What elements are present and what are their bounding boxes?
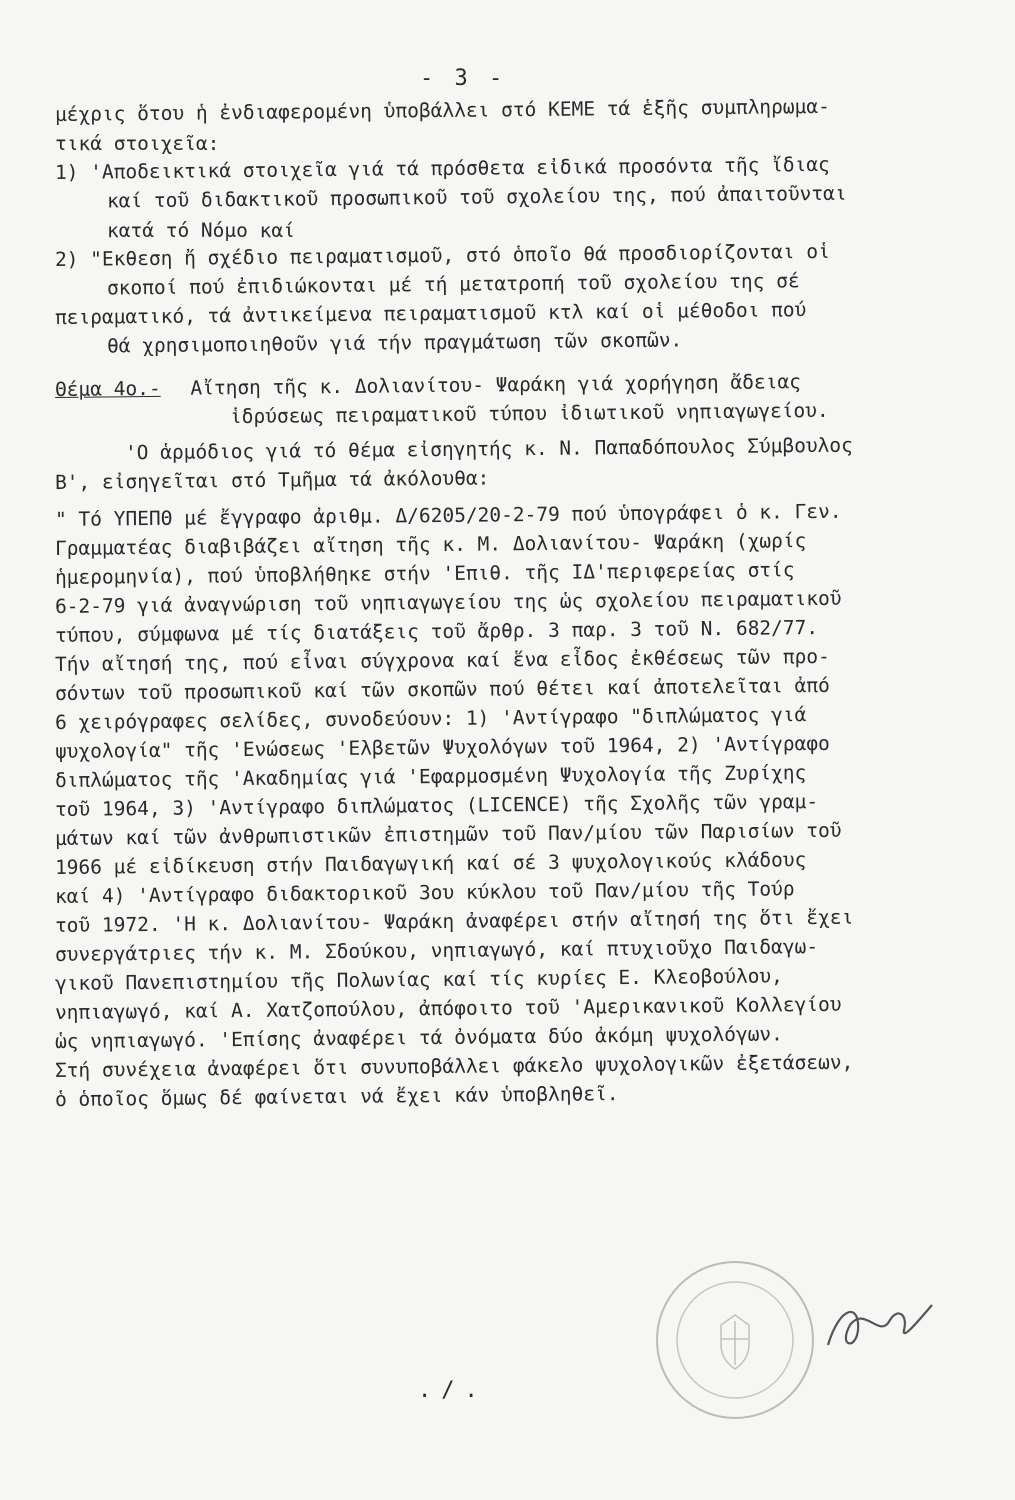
text-line: σκοποί πού ἐπιδιώκονται μέ τή μετατροπή τοῦ σχολείου της σέ bbox=[106, 269, 800, 300]
continuation-mark: ./. bbox=[418, 1378, 488, 1403]
text-line: τοῦ 1972. 'Η κ. Δολιανίτου- Ψαράκη ἀναφέρει στήν αἴτησή της ὅτι ἔχει bbox=[54, 905, 854, 937]
text-line: ὡς νηπιαγωγό. 'Επίσης ἀναφέρει τά ὀνόματα δύο ἀκόμη ψυχολόγων. bbox=[54, 1022, 783, 1053]
text-line: μάτων καί τῶν ἀνθρωπιστικῶν ἐπιστημῶν τοῦ Παν/μίου τῶν Παρισίων τοῦ bbox=[54, 818, 842, 850]
text-line: Στή συνέχεια ἀναφέρει ὅτι συνυποβάλλει φάκελο ψυχολογικῶν ἐξετάσεων, bbox=[54, 1050, 854, 1082]
text-line: νηπιαγωγό, καί Α. Χατζοπούλου, ἀπόφοιτο τοῦ 'Αμερικανικοῦ Κολλεγίου bbox=[54, 992, 842, 1024]
page-number: - 3 - bbox=[420, 66, 507, 91]
text-line: κατά τό Νόμο καί bbox=[107, 219, 295, 242]
text-line: Γραμματέας διαβιβάζει αἴτηση τῆς κ. Μ. Δολιανίτου- Ψαράκη (χωρίς bbox=[54, 529, 807, 560]
text-line: 6 χειρόγραφες σελίδες, συνοδεύουν: 1) 'Αντίγραφο "διπλώματος γιά bbox=[54, 703, 807, 734]
text-line: 6-2-79 γιά ἀναγνώριση τοῦ νηπιαγωγείου της ὡς σχολείου πειραματικοῦ bbox=[54, 586, 842, 618]
text-line: σόντων τοῦ προσωπικοῦ καί τῶν σκοπῶν πού θέτει καί ἀποτελεῖται ἀπό bbox=[54, 673, 830, 705]
document-body bbox=[54, 94, 985, 1114]
text-line: Τήν αἴτησή της, πού εἶναι σύγχρονα καί ἕνα εἶδος ἐκθέσεως τῶν προ- bbox=[54, 644, 830, 676]
text-line: διπλώματος τῆς 'Ακαδημίας γιά 'Εφαρμοσμένη Ψυχολογία τῆς Ζυρίχης bbox=[54, 761, 807, 792]
handwritten-signature bbox=[820, 1285, 940, 1365]
text-line: συνεργάτριες τήν κ. Μ. Σδούκου, νηπιαγωγό, καί πτυχιοῦχο Παιδαγω- bbox=[54, 935, 819, 966]
text-line: θά χρησιμοποιηθοῦν γιά τήν πραγμάτωση τῶν σκοπῶν. bbox=[106, 328, 683, 358]
text-line: 'Ο ἁρμόδιος γιά τό θέμα εἰσηγητής κ. Ν. Παπαδόπουλος Σύμβουλος bbox=[124, 433, 853, 465]
text-line: πειραματικό, τά ἀντικείμενα πειραματισμοῦ κτλ καί οἱ μέθοδοι πού bbox=[54, 298, 807, 329]
text-line: ὁ ὁποῖος ὅμως δέ φαίνεται νά ἔχει κάν ὑποβληθεῖ. bbox=[54, 1082, 619, 1111]
text-line: ἡμερομηνία), πού ὑποβλήθηκε στήν 'Επιθ. τῆς ΙΔ'περιφερείας στίς bbox=[54, 558, 795, 589]
text-line: 2) "Εκθεση ἤ σχέδιο πειραματισμοῦ, στό ὁποῖο θά προσδιορίζονται οἱ bbox=[54, 239, 830, 271]
text-line: καί τοῦ διδακτικοῦ προσωπικοῦ τοῦ σχολείου της, πού ἀπαιτοῦνται bbox=[106, 181, 847, 213]
text-line: Β', εἰσηγεῖται στό Τμῆμα τά ἀκόλουθα: bbox=[54, 466, 490, 494]
text-line: τύπου, σύμφωνα μέ τίς διατάξεις τοῦ ἄρθρ. 3 παρ. 3 τοῦ Ν. 682/77. bbox=[54, 616, 819, 647]
official-seal-stamp bbox=[650, 1255, 820, 1425]
text-line: τοῦ 1964, 3) 'Αντίγραφο διπλώματος (LICENCE) τῆς Σχολῆς τῶν γραμ- bbox=[54, 790, 819, 821]
text-line: 1) 'Αποδεικτικά στοιχεῖα γιά τά πρόσθετα εἰδικά προσόντα τῆς ἴδιας bbox=[54, 152, 830, 184]
text-line: γικοῦ Πανεπιστημίου τῆς Πολωνίας καί τίς κυρίες Ε. Κλεοβούλου, bbox=[54, 964, 783, 995]
text-line: καί 4) 'Αντίγραφο διδακτορικοῦ 3ου κύκλου τοῦ Παν/μίου τῆς Τούρ bbox=[54, 877, 795, 908]
text-line: " Τό ΥΠΕΠΘ μέ ἔγγραφο ἀριθμ. Δ/6205/20-2-79 πού ὑπογράφει ὁ κ. Γεν. bbox=[54, 499, 842, 531]
text-line: ψυχολογία" τῆς 'Ενώσεως 'Ελβετῶν Ψυχολόγων τοῦ 1964, 2) 'Αντίγραφο bbox=[54, 731, 830, 763]
theme-title-line1: Αἴτηση τῆς κ. Δολιανίτου- Ψαράκη γιά χορήγηση ἄδειας bbox=[190, 370, 801, 400]
text-line: 1966 μέ εἰδίκευση στήν Παιδαγωγική καί σέ 3 ψυχολογικούς κλάδους bbox=[54, 848, 807, 879]
text-line: τικά στοιχεῖα: bbox=[55, 132, 220, 155]
theme-label: Θέμα 4ο.- bbox=[54, 376, 161, 401]
theme-title-line2: ἱδρύσεως πειραματικοῦ τύπου ἰδιωτικοῦ νηπιαγωγείου. bbox=[229, 398, 829, 429]
text-line: μέχρις ὅτου ἡ ἐνδιαφερομένη ὑποβάλλει στό ΚΕΜΕ τά ἑξῆς συμπληρωμα- bbox=[54, 94, 830, 126]
